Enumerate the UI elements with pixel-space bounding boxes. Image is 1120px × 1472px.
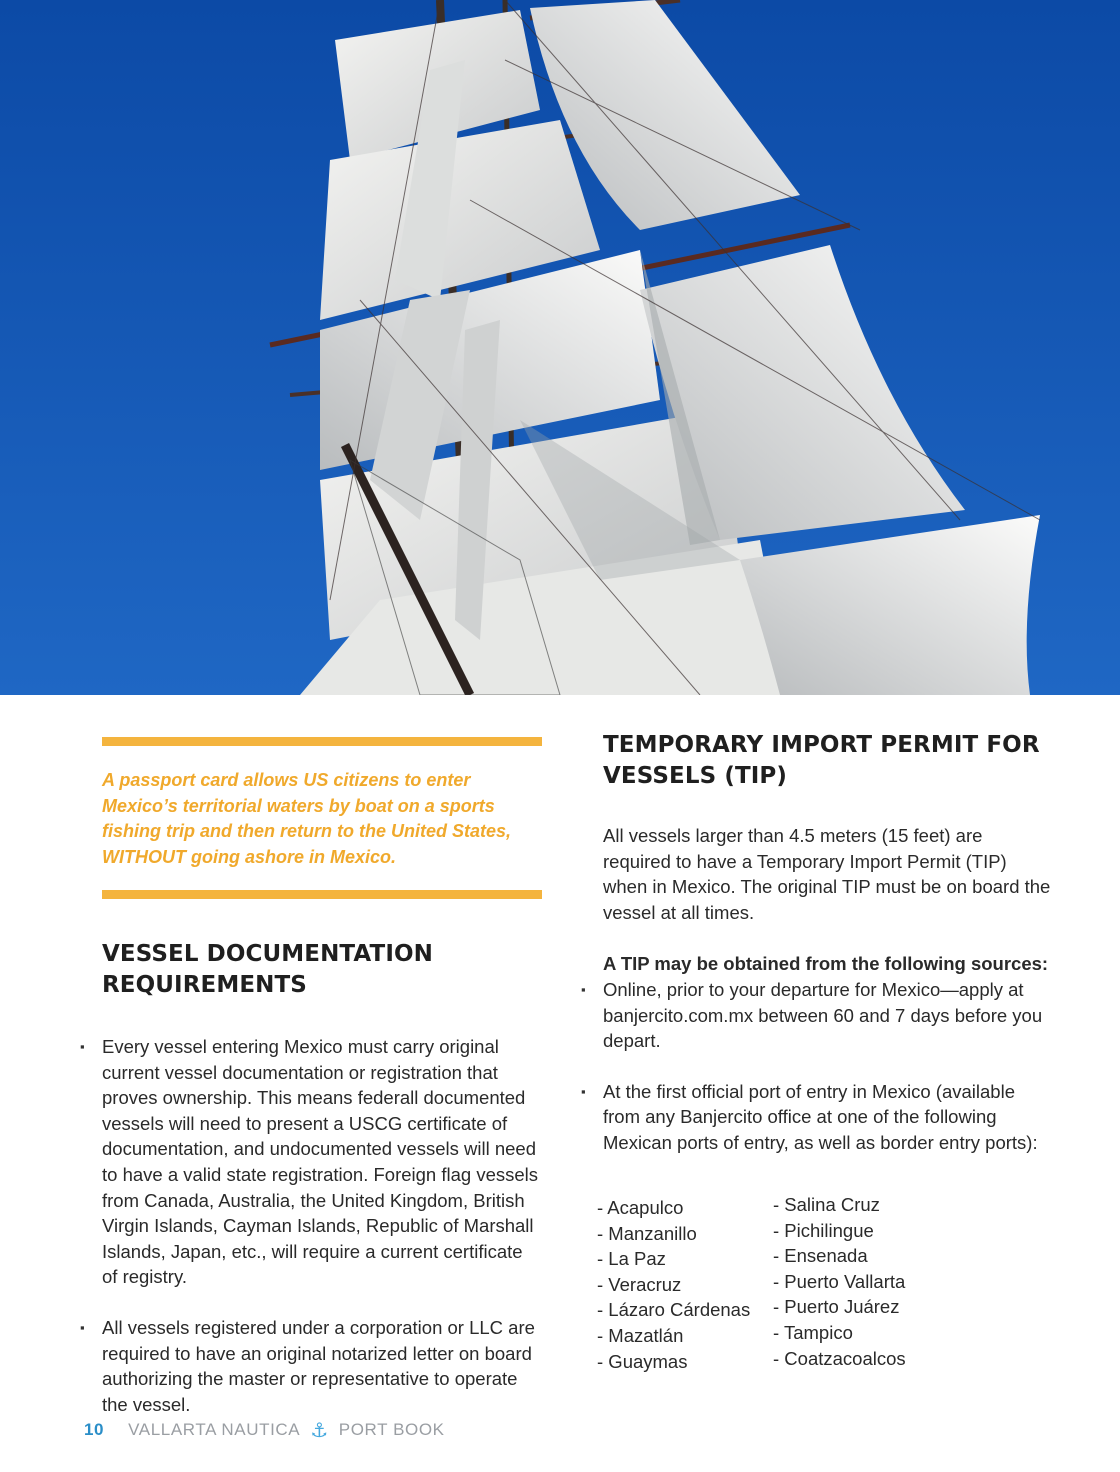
footer-brand: VALLARTA NAUTICA	[128, 1420, 301, 1439]
list-item: - Mazatlán	[597, 1324, 684, 1346]
tip-heading: TEMPORARY IMPORT PERMIT FOR VESSELS (TIP)	[603, 732, 1040, 789]
page-number: 10	[84, 1420, 105, 1439]
list-item: - La Paz	[597, 1248, 666, 1270]
vessel-doc-bullets	[80, 1034, 542, 1417]
list-item: - Puerto Vallarta	[773, 1270, 906, 1292]
tip-source-bullets	[581, 977, 1053, 1156]
bullet-icon: ▪	[581, 1083, 586, 1099]
list-item: - Acapulco	[597, 1197, 684, 1218]
list-item: - Veracruz	[597, 1273, 682, 1295]
footer-book-title: PORT BOOK	[338, 1420, 445, 1439]
bullet-icon: ▪	[581, 981, 586, 997]
tip-sources-title: A TIP may be obtained from the following sources:	[603, 953, 1049, 975]
tip-intro: All vessels larger than 4.5 meters (15 feet) are required to have a Temporary Import Permit (TIP) when in Mexico. The original TIP must be on board the vessel at all times.	[603, 825, 1051, 923]
list-item: - Salina Cruz	[773, 1194, 880, 1215]
list-item: ▪ Every vessel entering Mexico must carry original current vessel documentation or registration that proves ownership. This means federall documented vessels will need to present a USCG certificate of documentation, and undocumented vessels will need to have a valid state registration. Foreign flag vessels from Canada, Australia, the United Kingdom, British Virgin Islands, Cayman Islands, Republic of Marshall Islands, Japan, etc., will require a current certificate of registry.	[80, 1036, 539, 1288]
list-item: ▪ At the first official port of entry in Mexico (available from any Banjercito office at one of the following Mexican ports of entry, as well as border entry ports):	[581, 1080, 1038, 1153]
list-item: - Puerto Juárez	[773, 1296, 900, 1318]
list-item: ▪ All vessels registered under a corporation or LLC are required to have an original notarized letter on board authorizing the master or representative to operate the vessel.	[80, 1316, 535, 1415]
list-item: - Manzanillo	[597, 1222, 697, 1244]
ports-list-col2	[773, 1192, 906, 1371]
callout-top-bar	[102, 737, 542, 746]
callout-bottom-bar	[102, 890, 542, 899]
passport-card-callout: A passport card allows US citizens to enter Mexico’s territorial waters by boat on a sports fishing trip and then return to the United States, WITHOUT going ashore in Mexico.	[102, 770, 512, 867]
page-footer	[84, 1418, 445, 1442]
ports-list-col1	[597, 1195, 750, 1374]
hero-photo	[0, 0, 1120, 695]
left-column	[80, 737, 542, 1417]
bullet-icon: ▪	[80, 1319, 85, 1335]
vessel-documentation-heading: VESSEL DOCUMENTATION REQUIREMENTS	[102, 941, 433, 998]
list-item: - Guaymas	[597, 1350, 688, 1372]
list-item: - Ensenada	[773, 1245, 868, 1267]
bullet-icon: ▪	[80, 1039, 85, 1054]
list-item: - Tampico	[773, 1321, 853, 1343]
anchor-icon: ⚓	[310, 1419, 329, 1442]
list-item: - Lázaro Cárdenas	[597, 1299, 751, 1321]
list-item: - Pichilingue	[773, 1219, 874, 1241]
list-item: - Coatzacoalcos	[773, 1347, 906, 1369]
right-column	[581, 730, 1053, 1156]
list-item: ▪ Online, prior to your departure for Mexico—apply at banjercito.com.mx between 60 and 7 days before you depart.	[581, 978, 1043, 1052]
